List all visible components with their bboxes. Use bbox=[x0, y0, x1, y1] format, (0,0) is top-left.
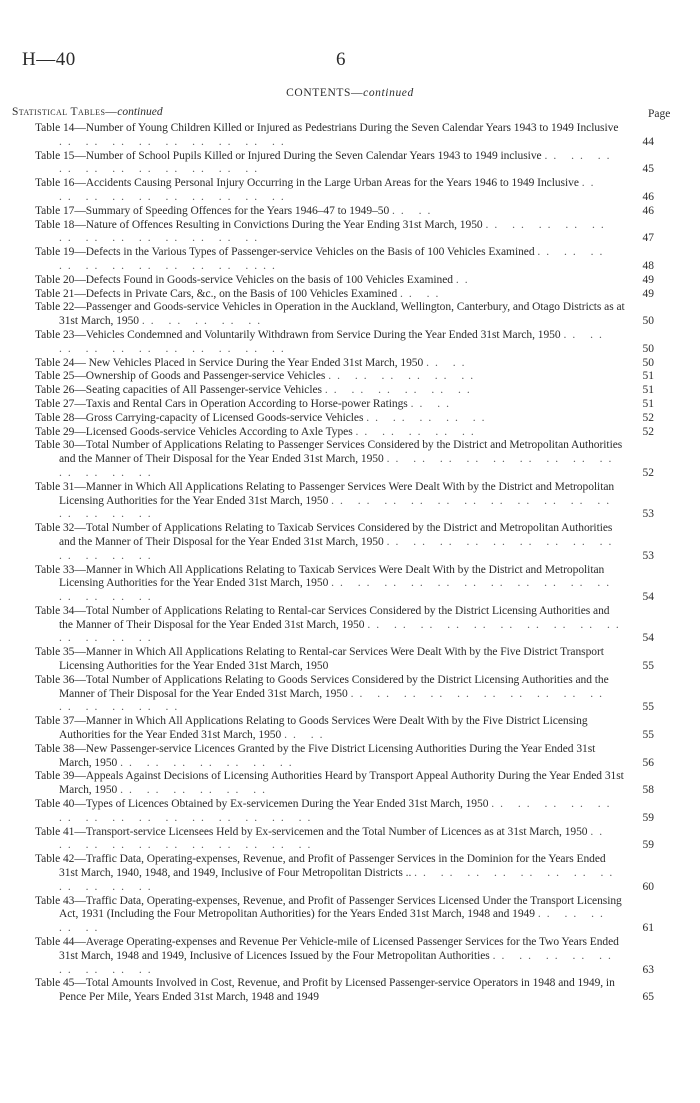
toc-entry-leader: .. .. .. .. .. bbox=[59, 908, 609, 935]
toc-entry-page: 55 bbox=[642, 701, 654, 714]
toc-entry-title: Table 40—Types of Licences Obtained by Ex-servicemen During the Year Ended 31st March, 1950 bbox=[35, 798, 489, 811]
toc-entry-page: 51 bbox=[642, 370, 654, 383]
contents-title-text: CONTENTS— bbox=[286, 87, 364, 99]
toc-entry-title: Table 18—Nature of Offences Resulting in Convictions During the Year Ending 31st March, 1950 bbox=[35, 218, 483, 231]
toc-entry-page: 55 bbox=[642, 660, 654, 673]
toc-entry bbox=[35, 715, 652, 743]
table-of-contents bbox=[35, 122, 652, 1005]
toc-entry-page: 50 bbox=[642, 356, 654, 369]
toc-entry-page: 58 bbox=[642, 784, 654, 797]
toc-entry-leader: .. .. .. .. .. .. .. .. .. .. .. bbox=[59, 328, 608, 355]
toc-entry-leader: .. .. bbox=[426, 356, 471, 369]
toc-entry-page: 48 bbox=[642, 259, 654, 272]
toc-entry-leader: .. .. bbox=[410, 397, 455, 410]
toc-entry-title: Table 25—Ownership of Goods and Passenger-service Vehicles bbox=[35, 370, 326, 383]
toc-entry-page: 46 bbox=[642, 204, 654, 217]
toc-entry bbox=[35, 384, 652, 398]
toc-entry-title: Table 39—Appeals Against Decisions of Licensing Authorities Heard by Transport Appeal Authority During the Year Ended 31st March, 1950 bbox=[35, 770, 624, 797]
toc-entry-leader: .. .. bbox=[284, 729, 329, 742]
toc-entry-leader: .. .. .. .. .. .. .. .. .. .. .. bbox=[59, 149, 616, 176]
toc-entry-page: 50 bbox=[642, 315, 654, 328]
toc-entry-title: Table 22—Passenger and Goods-service Vehicles in Operation in the Auckland, Wellington, Canterbury, and Otago Districts as at 31st March, 1950 bbox=[35, 301, 625, 328]
toc-entry-leader: .. .. .. .. .. bbox=[141, 315, 267, 328]
toc-entry-title: Table 21—Defects in Private Cars, &c., on the Basis of 100 Vehicles Examined bbox=[35, 287, 398, 300]
toc-entry-page: 52 bbox=[642, 466, 654, 479]
toc-entry-page: 59 bbox=[642, 839, 654, 852]
toc-entry bbox=[35, 301, 652, 329]
toc-entry bbox=[35, 646, 652, 674]
toc-entry bbox=[35, 122, 652, 150]
toc-entry-leader: .. .. .. .. .. .. .. .. .. .. bbox=[59, 177, 600, 203]
document-reference: H—40 bbox=[22, 49, 76, 70]
toc-entry-title: Table 16—Accidents Causing Personal Injury Occurring in the Large Urban Areas for the Years 1946 to 1949 Inclusive bbox=[35, 177, 579, 190]
toc-entry-leader: .. .. .. .. .. .. .. .. .. .. .. .. .. .. bbox=[59, 618, 625, 645]
toc-entry bbox=[35, 426, 652, 440]
toc-entry-title: Table 34—Total Number of Applications Relating to Rental-car Services Considered by the District Licensing Authorities and the Manner of Their Disposal for the Year Ended 31st March, 1950 bbox=[35, 604, 610, 631]
toc-entry-leader: .. .. .. .. .. .. .. .. .. .. .. .. .. .. .. bbox=[59, 577, 616, 604]
toc-entry bbox=[35, 743, 652, 771]
toc-entry-title: Table 14—Number of Young Children Killed or Injured as Pedestrians During the Seven Calendar Years 1943 to 1949 Inclusive bbox=[35, 122, 619, 134]
toc-entry-page: 47 bbox=[642, 232, 654, 245]
toc-entry-leader: .. bbox=[455, 273, 474, 286]
toc-entry-leader: .. .. .. .. .. .. .. .. .. .. .. .. .. bbox=[59, 453, 618, 479]
toc-entry bbox=[35, 522, 652, 563]
toc-entry-title: Table 27—Taxis and Rental Cars in Operation According to Horse-power Ratings bbox=[35, 397, 408, 410]
toc-entry-leader: .. .. .. .. .. .. .. .. .. .. .. .. .. .. .. bbox=[59, 494, 616, 521]
toc-entry-page: 53 bbox=[642, 508, 654, 521]
toc-entry-title: Table 37—Manner in Which All Applications Relating to Goods Services Were Dealt With by the Five District Licensing Authorities for the Year Ended 31st March, 1950 bbox=[35, 715, 588, 742]
toc-entry-leader: .. .. .. .. .. .. .. bbox=[120, 756, 298, 769]
toc-entry bbox=[35, 398, 652, 412]
toc-entry-page: 49 bbox=[642, 273, 654, 286]
toc-entry-leader: .. .. .. .. .. .. .. .. .. bbox=[59, 135, 290, 148]
section-heading bbox=[12, 106, 163, 118]
toc-entry bbox=[35, 205, 652, 219]
contents-heading bbox=[0, 87, 700, 99]
toc-entry-leader: .. .. bbox=[392, 204, 437, 217]
toc-entry-page: 52 bbox=[642, 425, 654, 438]
toc-entry-title: Table 30—Total Number of Applications Relating to Passenger Services Considered by the District and Metropolitan Authorities and the Manner of Their Disposal for the Year Ended 31st March, 1950 bbox=[35, 439, 623, 466]
toc-entry bbox=[35, 357, 652, 371]
toc-entry-page: 63 bbox=[642, 963, 654, 976]
toc-entry bbox=[35, 412, 652, 426]
toc-entry-leader: .. .. .. .. .. .. .. .. .. .. .. .. bbox=[59, 867, 619, 893]
toc-entry-page: 49 bbox=[642, 287, 654, 300]
toc-entry bbox=[35, 481, 652, 522]
toc-entry-title: Table 23—Vehicles Condemned and Voluntarily Withdrawn from Service During the Year Ended 31st March, 1950 bbox=[35, 328, 561, 341]
toc-entry-page: 54 bbox=[642, 632, 654, 645]
toc-entry bbox=[35, 370, 652, 384]
toc-entry-page: 51 bbox=[642, 397, 654, 410]
page-number: 6 bbox=[336, 49, 346, 70]
toc-entry-page: 50 bbox=[642, 342, 654, 355]
toc-entry-leader: .. .. .. .. .. .. .. .. .. .. .. bbox=[59, 825, 609, 852]
toc-entry-leader: .. .. bbox=[400, 287, 445, 300]
toc-entry bbox=[35, 329, 652, 357]
toc-entry-leader: .. .. .. .. .. .. .. .. .. .. .. .. .. .. .. bbox=[59, 798, 616, 824]
contents-title-continued: continued bbox=[363, 87, 414, 99]
toc-entry-title: Table 43—Traffic Data, Operating-expenses, Revenue, and Profit of Passenger Services Licensed Under the Transport Licensing Act, 1931 (Including the Four Metropolitan Authorities) for the Years Ended 31st March, 1948 and 1949 bbox=[35, 894, 622, 921]
toc-entry-page: 60 bbox=[642, 880, 654, 893]
page-column-label: Page bbox=[648, 108, 671, 120]
toc-entry-page: 46 bbox=[642, 190, 654, 203]
toc-entry-leader: .. .. .. .. .. .. bbox=[120, 784, 271, 797]
toc-entry-title: Table 17—Summary of Speeding Offences for the Years 1946–47 to 1949–50 bbox=[35, 204, 390, 217]
toc-entry-page: 61 bbox=[642, 922, 654, 935]
toc-entry-page: 55 bbox=[642, 729, 654, 742]
toc-entry bbox=[35, 977, 652, 1005]
toc-entry bbox=[35, 674, 652, 715]
toc-entry-leader: .. .. .. .. .. .. .. .. .. .. .... bbox=[59, 246, 609, 272]
toc-entry-title: Table 41—Transport-service Licensees Held by Ex-servicemen and the Total Number of Licences as at 31st March, 1950 bbox=[35, 825, 588, 838]
toc-entry-leader: .. .. .. .. .. bbox=[355, 425, 480, 438]
toc-entry bbox=[35, 798, 652, 826]
toc-entry-title: Table 42—Traffic Data, Operating-expenses, Revenue, and Profit of Passenger Services in the Dominion for the Years Ended 31st March, 1940, 1948, and 1949, Inclusive of Four Metropolitan Districts .. bbox=[35, 853, 606, 880]
toc-entry-title: Table 15—Number of School Pupils Killed or Injured During the Seven Calendar Years 1943 to 1949 inclusive bbox=[35, 149, 542, 162]
toc-entry bbox=[35, 895, 652, 936]
toc-entry-leader: .. .. .. .. .. .. bbox=[324, 384, 476, 397]
toc-entry-leader: .. .. .. .. .. .. .. .. .. bbox=[59, 949, 617, 976]
toc-entry bbox=[35, 936, 652, 977]
toc-entry-page: 59 bbox=[642, 811, 654, 824]
toc-entry-title: Table 26—Seating capacities of All Passenger-service Vehicles bbox=[35, 384, 322, 397]
toc-entry bbox=[35, 177, 652, 205]
toc-entry-page: 52 bbox=[642, 411, 654, 424]
toc-entry-page: 53 bbox=[642, 549, 654, 562]
toc-entry-title: Table 24— New Vehicles Placed in Service During the Year Ended 31st March, 1950 bbox=[35, 356, 424, 369]
toc-entry-page: 51 bbox=[642, 384, 654, 397]
toc-entry bbox=[35, 288, 652, 302]
toc-entry-title: Table 20—Defects Found in Goods-service Vehicles on the basis of 100 Vehicles Examined bbox=[35, 273, 453, 286]
toc-entry-leader: .. .. .. .. .. .. .. .. .. .. .. .. .. .. .. bbox=[59, 687, 608, 714]
toc-entry-page: 54 bbox=[642, 591, 654, 604]
toc-entry-title: Table 35—Manner in Which All Applications Relating to Rental-car Services Were Dealt With by the Five District Transport Licensing Authorities for the Year Ended 31st March, 1950 bbox=[35, 646, 604, 673]
toc-entry-title: Table 19—Defects in the Various Types of Passenger-service Vehicles on the Basis of 100 Vehicles Examined bbox=[35, 246, 535, 259]
toc-entry-page: 45 bbox=[642, 163, 654, 176]
toc-entry-title: Table 45—Total Amounts Involved in Cost, Revenue, and Profit by Licensed Passenger-service Operators in 1948 and 1949, in Pence Per Mile, Years Ended 31st March, 1948 and 1949 bbox=[35, 977, 615, 1004]
toc-entry bbox=[35, 150, 652, 178]
toc-entry bbox=[35, 564, 652, 605]
toc-entry bbox=[35, 826, 652, 854]
toc-entry-title: Table 44—Average Operating-expenses and Revenue Per Vehicle-mile of Licensed Passenger Services for the Two Years Ended 31st March, 1948 and 1949, Inclusive of Licences Issued by the Four Metropolitan Authorities bbox=[35, 936, 619, 962]
toc-entry bbox=[35, 219, 652, 247]
toc-entry bbox=[35, 770, 652, 798]
toc-entry-page: 65 bbox=[642, 991, 654, 1004]
toc-entry-title: Table 31—Manner in Which All Applications Relating to Passenger Services Were Dealt With by the District and Metropolitan Licensing Authorities for the Year Ended 31st March, 1950 bbox=[35, 480, 615, 507]
toc-entry-leader: .. .. .. .. .. bbox=[366, 411, 491, 424]
toc-entry-leader: .. .. .. .. .. .. .. .. .. .. .. .. .. bbox=[59, 218, 610, 245]
toc-entry bbox=[35, 439, 652, 480]
section-title-text: Statistical Tables— bbox=[12, 106, 118, 118]
toc-entry-leader: .. .. .. .. .. .. .. .. .. .. .. .. .. bbox=[59, 535, 618, 562]
toc-entry-title: Table 29—Licensed Goods-service Vehicles According to Axle Types bbox=[35, 425, 353, 438]
toc-entry-page: 44 bbox=[642, 135, 654, 148]
toc-entry bbox=[35, 605, 652, 646]
toc-entry-title: Table 38—New Passenger-service Licences Granted by the Five District Licensing Authorities During the Year Ended 31st March, 1950 bbox=[35, 742, 596, 769]
toc-entry bbox=[35, 853, 652, 894]
toc-entry-title: Table 28—Gross Carrying-capacity of Licensed Goods-service Vehicles bbox=[35, 411, 364, 424]
toc-entry bbox=[35, 274, 652, 288]
toc-entry bbox=[35, 246, 652, 274]
toc-entry-title: Table 36—Total Number of Applications Relating to Goods Services Considered by the District Licensing Authorities and the Manner of Their Disposal for the Year Ended 31st March, 1950 bbox=[35, 673, 609, 700]
section-title-continued: continued bbox=[117, 106, 163, 118]
toc-entry-title: Table 33—Manner in Which All Applications Relating to Taxicab Services Were Dealt With by the District and Metropolitan Licensing Authorities for the Year Ended 31st March, 1950 bbox=[35, 563, 605, 590]
toc-entry-leader: .. .. .. .. .. .. bbox=[328, 370, 480, 383]
toc-entry-title: Table 32—Total Number of Applications Relating to Taxicab Services Considered by the District and Metropolitan Authorities and the Manner of Their Disposal for the Year Ended 31st March, 1950 bbox=[35, 522, 613, 548]
toc-entry-page: 56 bbox=[642, 756, 654, 769]
